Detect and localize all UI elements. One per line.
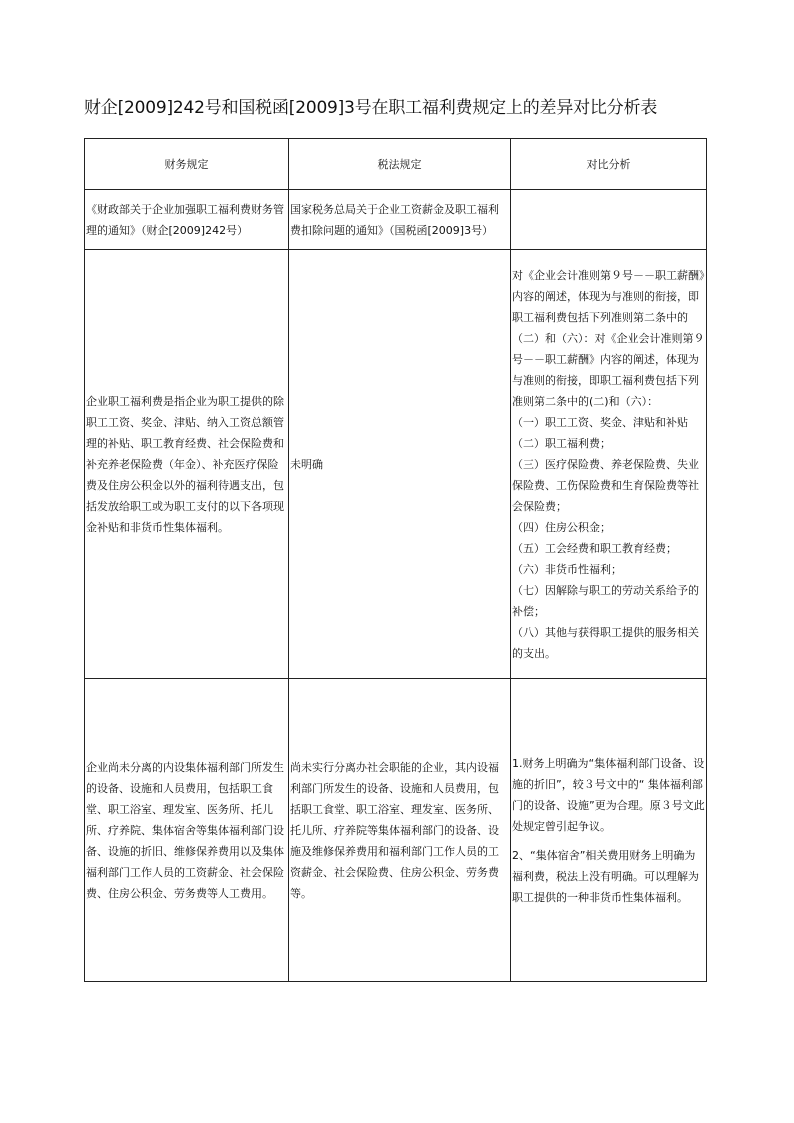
cell-tax-definition: 未明确 bbox=[289, 250, 511, 679]
cell-analysis-source bbox=[511, 190, 707, 250]
table-row bbox=[85, 679, 707, 982]
analysis-paragraph: 对《企业会计准则第９号－－职工薪酬》内容的阐述，体现为与准则的衔接，即职工福利费包括下列准则第二条中的（二）和（六）：对《企业会计准则第９号－－职工薪酬》内容的阐述，体现为与准则的衔接，即职工福利费包括下列准则第二条中的(二)和（六）： bbox=[512, 268, 705, 408]
table-header-row bbox=[85, 139, 707, 190]
table-row bbox=[85, 190, 707, 250]
comparison-table bbox=[84, 138, 707, 982]
header-finance: 财务规定 bbox=[85, 139, 289, 190]
cell-analysis-internal-dept bbox=[511, 679, 707, 982]
analysis-list-item: （六）非货币性福利； bbox=[512, 562, 622, 576]
cell-finance-source: 《财政部关于企业加强职工福利费财务管理的通知》（财企[2009]242号） bbox=[85, 190, 289, 250]
analysis-paragraph: 2、“集体宿舍”相关费用财务上明确为福利费，税法上没有明确。可以理解为职工提供的一种非货币性集体福利。 bbox=[512, 848, 699, 904]
analysis-list-item: （四）住房公积金； bbox=[512, 520, 611, 534]
cell-tax-source: 国家税务总局关于企业工资薪金及职工福利费扣除问题的通知》（国税函[2009]3号） bbox=[289, 190, 511, 250]
header-tax: 税法规定 bbox=[289, 139, 511, 190]
page-title: 财企[2009]242号和国税函[2009]3号在职工福利费规定上的差异对比分析表 bbox=[84, 98, 658, 118]
analysis-list-item: （八）其他与获得职工提供的服务相关的支出。 bbox=[512, 625, 699, 660]
cell-finance-internal-dept: 企业尚未分离的内设集体福利部门所发生的设备、设施和人员费用，包括职工食堂、职工浴室、理发室、医务所、托儿所、疗养院、集体宿舍等集体福利部门设备、设施的折旧、维修保养费用以及集体福利部门工作人员的工资薪金、社会保险费、住房公积金、劳务费等人工费用。 bbox=[85, 679, 289, 982]
cell-analysis-definition bbox=[511, 250, 707, 679]
header-analysis: 对比分析 bbox=[511, 139, 707, 190]
cell-tax-internal-dept: 尚未实行分离办社会职能的企业，其内设福利部门所发生的设备、设施和人员费用，包括职工食堂、职工浴室、理发室、医务所、托儿所、疗养院等集体福利部门的设备、设施及维修保养费用和福利部门工作人员的工资薪金、社会保险费、住房公积金、劳务费等。 bbox=[289, 679, 511, 982]
analysis-list-item: （五）工会经费和职工教育经费； bbox=[512, 541, 677, 555]
paragraph-gap bbox=[512, 837, 705, 845]
analysis-list-item: （二）职工福利费； bbox=[512, 436, 611, 450]
analysis-list-item: （三）医疗保险费、养老保险费、失业保险费、工伤保险费和生育保险费等社会保险费； bbox=[512, 457, 699, 513]
analysis-paragraph: 1.财务上明确为“集体福利部门设备、设施的折旧”，较３号文中的“ 集体福利部门的设备、设施”更为合理。原３号文此处规定曾引起争议。 bbox=[512, 756, 705, 833]
analysis-list-item: （一）职工工资、奖金、津贴和补贴 bbox=[512, 415, 688, 429]
table-row bbox=[85, 250, 707, 679]
analysis-list-item: （七）因解除与职工的劳动关系给予的补偿； bbox=[512, 583, 699, 618]
cell-finance-definition: 企业职工福利费是指企业为职工提供的除职工工资、奖金、津贴、纳入工资总额管理的补贴、职工教育经费、社会保险费和补充养老保险费（年金）、补充医疗保险费及住房公积金以外的福利待遇支出，包括发放给职工或为职工支付的以下各项现金补贴和非货币性集体福利。 bbox=[85, 250, 289, 679]
